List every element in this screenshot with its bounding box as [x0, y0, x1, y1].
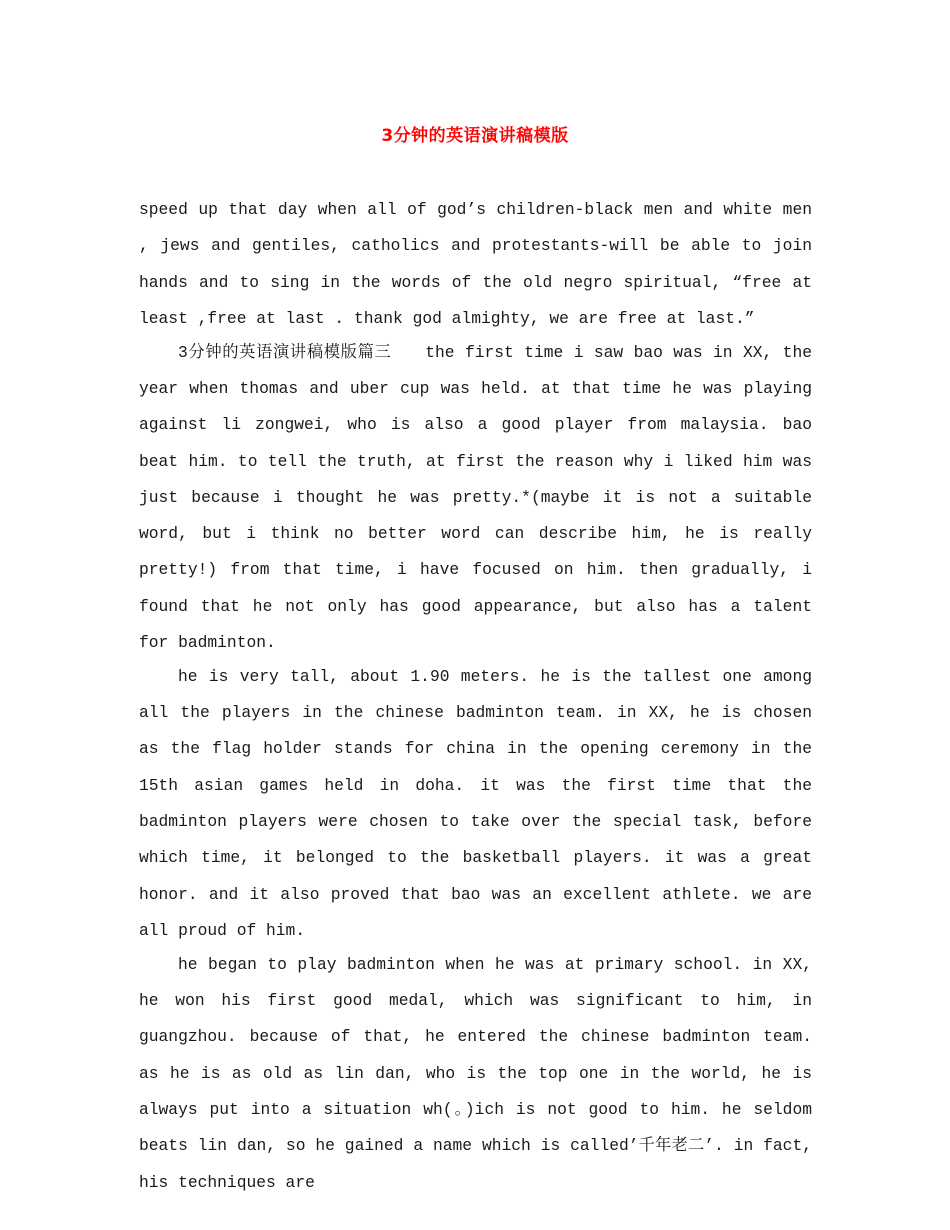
document-body	[139, 192, 812, 1201]
document-title: 3分钟的英语演讲稿模版	[381, 126, 569, 146]
paragraph-1: speed up that day when all of god’s children-black men and white men , jews and gentiles, catholics and protestants-will be able to join hands and to sing in the words of the old negro spiritual, “free at least ,free at last . thank god almighty, we are free at last.”	[139, 200, 812, 328]
paragraph-3: he is very tall, about 1.90 meters. he is the tallest one among all the players in the chinese badminton team. in XX, he is chosen as the flag holder stands for china in the opening ceremony in the 15th asian games held in doha. it was the first time that the badminton players were chosen to take over the special task, before which time, it belonged to the basketball players. it was a great honor. and it also proved that bao was an excellent athlete. we are all proud of him.	[139, 666, 812, 940]
paragraph-2: 3分钟的英语演讲稿模版篇三 the first time i saw bao was in XX, the year when thomas and uber cup was held. at that time he was playing against li zongwei, who is also a good player from malaysia. bao beat him. to tell the truth, at first the reason why i liked him was just because i thought he was pretty.*(maybe it is not a suitable word, but i think no better word can describe him, he is really pretty!) from that time, i have focused on him. then gradually, i found that he not only has good appearance, but also has a talent for badminton.	[139, 342, 812, 653]
paragraph-4: he began to play badminton when he was at primary school. in XX, he won his first good medal, which was significant to him, in guangzhou. because of that, he entered the chinese badminton team. as he is as old as lin dan, who is the top one in the world, he is always put into a situation wh(。)ich is not good to him. he seldom beats lin dan, so he gained a name which is called’千年老二’. in fact, his techniques are	[139, 954, 812, 1192]
